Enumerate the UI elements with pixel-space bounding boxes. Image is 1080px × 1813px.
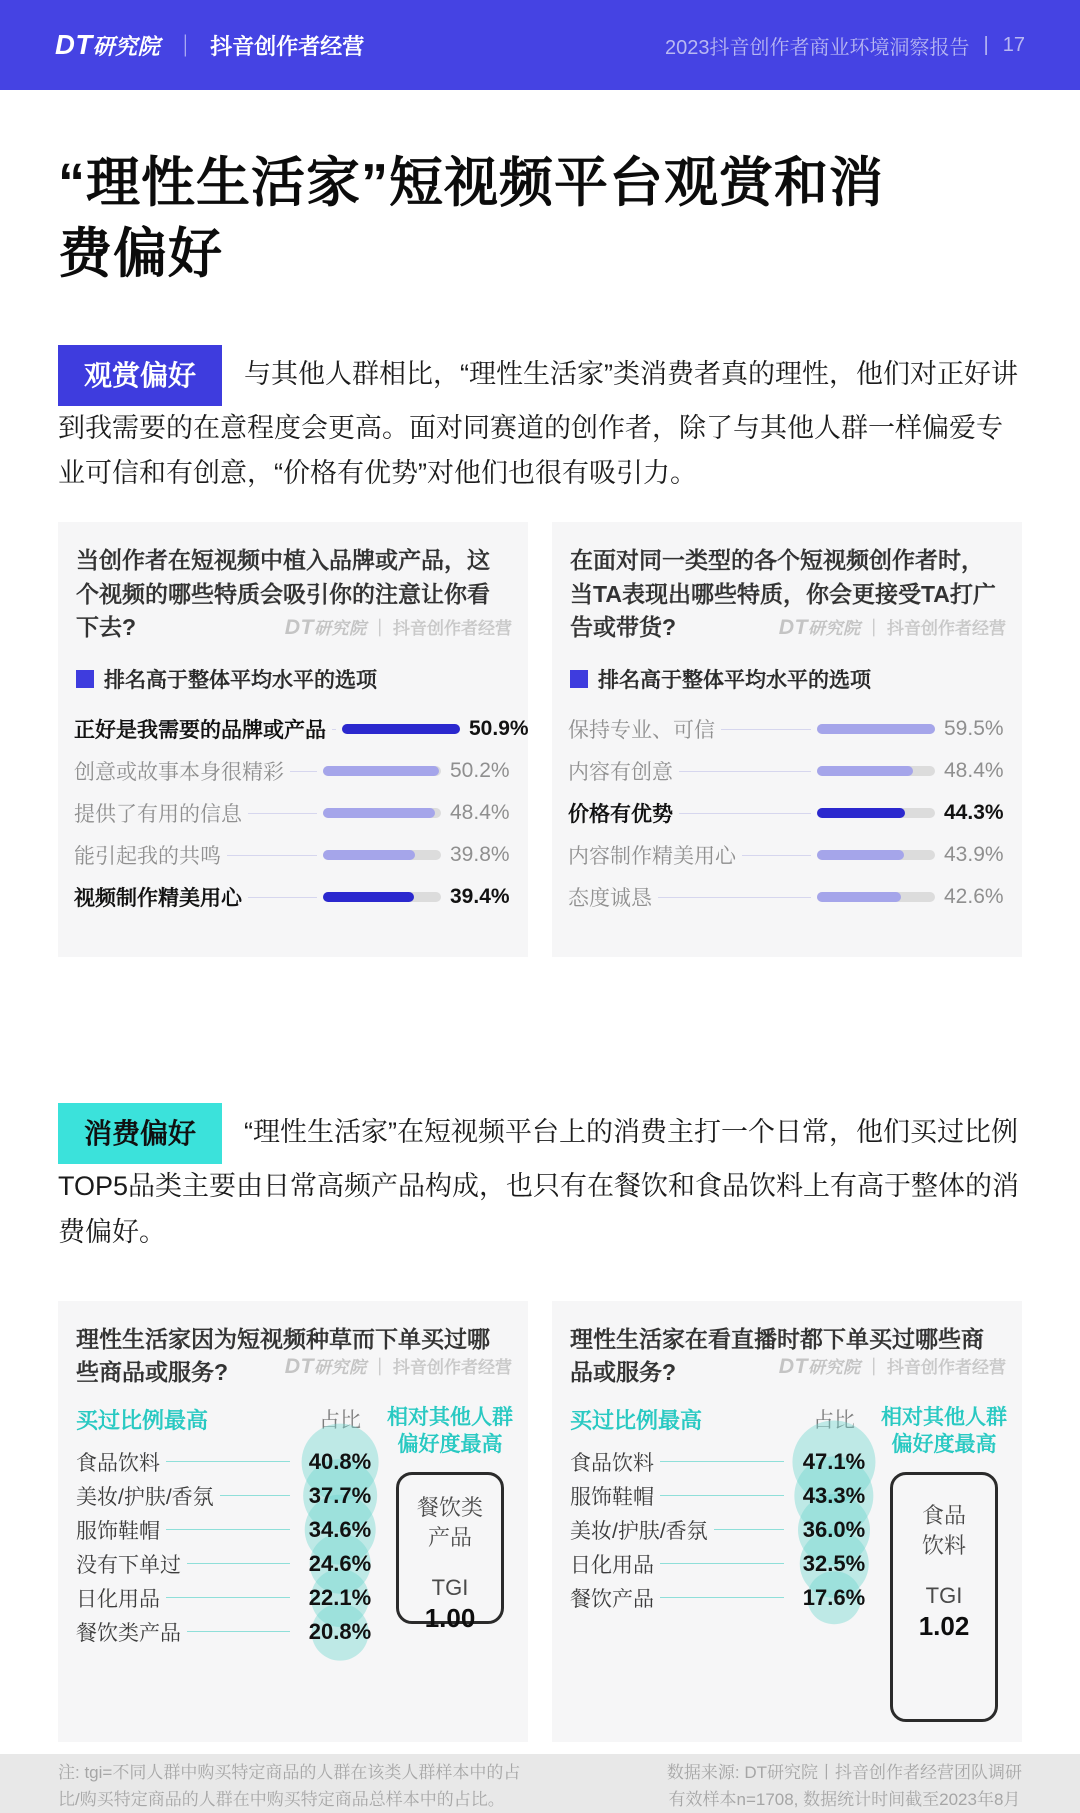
list-row (570, 1445, 878, 1479)
dt-watermark-brand: 抖音创作者经营 (887, 619, 1006, 639)
tgi-box (890, 1472, 998, 1722)
list-row (76, 1615, 384, 1649)
connector-line (660, 1597, 784, 1598)
connector-line (290, 771, 317, 772)
consumption-badge: 消费偏好 (58, 1103, 222, 1164)
tgi-header: 相对其他人群偏好度最高 (387, 1405, 513, 1457)
viewing-charts (58, 522, 1022, 957)
bar-label: 能引起我的共鸣 (74, 845, 221, 869)
dt-logo (55, 29, 160, 61)
tgi-box (396, 1472, 504, 1633)
bar-value: 48.4% (450, 801, 510, 825)
list-header-top: 买过比例最高 (570, 1407, 703, 1433)
data-source (667, 1760, 1022, 1813)
header-divider: ｜ (174, 33, 197, 59)
chart-title: 理性生活家因为短视频种草而下单买过哪些商品或服务? (76, 1326, 490, 1386)
bar-track (817, 724, 935, 734)
row-value: 34.6% (308, 1516, 372, 1542)
viewing-badge: 观赏偏好 (58, 345, 222, 406)
bar-label: 创意或故事本身很精彩 (74, 761, 284, 785)
legend-swatch (76, 670, 94, 688)
dt-watermark-logo: DT研究院 (284, 615, 367, 640)
row-label: 没有下单过 (76, 1553, 181, 1577)
header-left (55, 29, 364, 61)
bar-value: 44.3% (944, 801, 1004, 825)
bar-row (70, 834, 516, 876)
bar-fill (817, 724, 935, 734)
chart-card-shortvideo-purchases (58, 1301, 528, 1742)
bar-value: 50.9% (469, 717, 529, 741)
dt-watermark-brand: 抖音创作者经营 (887, 1358, 1006, 1378)
bar-fill (323, 892, 414, 902)
list-row (76, 1581, 384, 1615)
bubble-list (70, 1404, 516, 1649)
dt-watermark: DT研究院 ｜ 抖音创作者经营 (778, 1354, 1006, 1379)
connector-line (721, 729, 811, 730)
dt-watermark: DT研究院 ｜ 抖音创作者经营 (284, 615, 512, 640)
bar-row (564, 750, 1010, 792)
row-value: 20.8% (308, 1618, 372, 1644)
list-row (76, 1547, 384, 1581)
row-label: 日化用品 (570, 1553, 654, 1577)
bubble-list-left (564, 1404, 878, 1723)
connector-line (248, 813, 317, 814)
viewing-text: 与其他人群相比，“理性生活家”类消费者真的理性，他们对正好讲到我需要的在意程度会更高。面对同赛道的创作者，除了与其他人群一样偏爱专业可信和有创意，“价格有优势”对他们也很有吸引力。 (58, 358, 1018, 488)
connector-line (658, 897, 811, 898)
bar-value: 43.9% (944, 843, 1004, 867)
bar-track (323, 808, 441, 818)
dt-watermark-logo: DT研究院 (284, 1354, 367, 1379)
tgi-footnote: 注: tgi=不同人群中购买特定商品的人群在该类人群样本中的占比/购买特定商品的人群在中购买特定商品总样本中的占比。 (58, 1763, 521, 1809)
row-value: 47.1% (802, 1448, 866, 1474)
bubble-list (564, 1404, 1010, 1723)
bar-fill (817, 850, 904, 860)
connector-line (742, 855, 811, 856)
bar-fill (323, 850, 415, 860)
bar-row (564, 708, 1010, 750)
tgi-metric: TGI (431, 1574, 469, 1600)
bar-row (564, 792, 1010, 834)
list-row (76, 1479, 384, 1513)
main-title: “理性生活家”短视频平台观赏和消费偏好 (58, 153, 884, 285)
page-footer (58, 1760, 1022, 1813)
row-label: 服饰鞋帽 (76, 1519, 160, 1543)
consumption-text: “理性生活家”在短视频平台上的消费主打一个日常，他们买过比例TOP5品类主要由日常高频产品构成，也只有在餐饮和食品饮料上有高于整体的消费偏好。 (58, 1117, 1020, 1247)
connector-line (187, 1563, 290, 1564)
row-value: 22.1% (308, 1584, 372, 1610)
dt-watermark: DT研究院 ｜ 抖音创作者经营 (284, 1354, 512, 1379)
bar-label: 正好是我需要的品牌或产品 (74, 719, 326, 743)
top-header-bar (0, 0, 1080, 90)
bar-label: 态度诚恳 (568, 887, 652, 911)
connector-line (166, 1461, 290, 1462)
bar-fill (817, 766, 913, 776)
row-value: 32.5% (802, 1550, 866, 1576)
bar-label: 内容制作精美用心 (568, 845, 736, 869)
list-row (570, 1581, 878, 1615)
list-row (570, 1513, 878, 1547)
row-label: 美妆/护肤/香氛 (570, 1519, 708, 1543)
tgi-column (878, 1404, 1010, 1723)
row-label: 餐饮产品 (570, 1587, 654, 1611)
bar-track (323, 892, 441, 902)
bar-label: 内容有创意 (568, 761, 673, 785)
legend-label: 排名高于整体平均水平的选项 (598, 669, 871, 693)
bar-row (70, 708, 529, 750)
list-row (76, 1445, 384, 1479)
page-divider: | (983, 33, 989, 56)
list-header-share: 占比 (813, 1408, 855, 1432)
brand-label: 抖音创作者经营 (210, 33, 365, 59)
consumption-charts (58, 1301, 1022, 1742)
legend (570, 664, 1004, 694)
dt-logo-dt: DT (55, 29, 93, 60)
data-source-line2: 有效样本n=1708, 数据统计时间截至2023年8月 (668, 1789, 1021, 1809)
row-label: 食品饮料 (76, 1451, 160, 1475)
bubble-list-left (70, 1404, 384, 1649)
tgi-item: 餐饮类 (416, 1495, 483, 1521)
bar-fill (817, 892, 901, 902)
connector-line (679, 813, 811, 814)
row-label: 日化用品 (76, 1587, 160, 1611)
bar-label: 视频制作精美用心 (74, 887, 242, 911)
connector-line (187, 1631, 290, 1632)
connector-line (166, 1597, 290, 1598)
bar-value: 39.4% (450, 885, 510, 909)
bar-value: 48.4% (944, 759, 1004, 783)
row-label: 食品饮料 (570, 1451, 654, 1475)
connector-line (660, 1495, 784, 1496)
connector-line (679, 771, 811, 772)
list-row (570, 1547, 878, 1581)
connector-line (332, 729, 336, 730)
page-content (58, 148, 1022, 1813)
row-label: 餐饮类产品 (76, 1621, 181, 1645)
chart-card-creator-traits (552, 522, 1022, 957)
legend-swatch (570, 670, 588, 688)
row-value: 37.7% (308, 1482, 372, 1508)
data-source-line1: 数据来源: DT研究院丨抖音创作者经营团队调研 (666, 1763, 1022, 1783)
bar-value: 39.8% (450, 843, 510, 867)
connector-line (248, 897, 317, 898)
list-header-share: 占比 (319, 1408, 361, 1432)
bar-track (323, 766, 441, 776)
tgi-value: 1.00 (424, 1602, 476, 1633)
tgi-header: 相对其他人群偏好度最高 (881, 1405, 1007, 1457)
bar-track (817, 850, 935, 860)
bar-label: 保持专业、可信 (568, 719, 715, 743)
connector-line (714, 1529, 784, 1530)
chart-card-livestream-purchases (552, 1301, 1022, 1742)
list-row (76, 1513, 384, 1547)
dt-watermark-logo: DT研究院 (778, 615, 861, 640)
row-label: 美妆/护肤/香氛 (76, 1485, 214, 1509)
tgi-metric: TGI (925, 1582, 963, 1608)
row-value: 36.0% (802, 1516, 866, 1542)
bar-value: 59.5% (944, 717, 1004, 741)
bar-fill (342, 724, 460, 734)
header-right (665, 31, 1025, 60)
bar-row (564, 834, 1010, 876)
connector-line (660, 1461, 784, 1462)
bar-label: 价格有优势 (568, 803, 673, 827)
bar-fill (817, 808, 905, 818)
bar-row (70, 876, 516, 918)
bar-row (70, 792, 516, 834)
legend-label: 排名高于整体平均水平的选项 (104, 669, 377, 693)
bar-track (817, 808, 935, 818)
tgi-item: 饮料 (921, 1533, 966, 1558)
dt-watermark-brand: 抖音创作者经营 (393, 1358, 512, 1378)
bar-row (70, 750, 516, 792)
chart-title: 在面对同一类型的各个短视频创作者时，当TA表现出哪些特质，你会更接受TA打广告或带货? (570, 547, 996, 640)
list-header-top: 买过比例最高 (76, 1407, 209, 1433)
report-title: 2023抖音创作者商业环境洞察报告 (665, 36, 970, 59)
dt-watermark-brand: 抖音创作者经营 (393, 619, 512, 639)
legend (76, 664, 510, 694)
bar-label: 提供了有用的信息 (74, 803, 242, 827)
bar-track (323, 850, 441, 860)
dt-watermark-logo: DT研究院 (778, 1354, 861, 1379)
connector-line (166, 1529, 290, 1530)
chart-card-video-traits (58, 522, 528, 957)
page-number: 17 (1002, 33, 1025, 56)
tgi-value: 1.02 (918, 1610, 970, 1641)
dt-watermark: DT研究院 ｜ 抖音创作者经营 (778, 615, 1006, 640)
bar-fill (323, 766, 439, 776)
chart-title: 当创作者在短视频中植入品牌或产品，这个视频的哪些特质会吸引你的注意让你看下去? (76, 547, 490, 640)
connector-line (660, 1563, 784, 1564)
bar-row (564, 876, 1010, 918)
bar-value: 42.6% (944, 885, 1004, 909)
row-value: 43.3% (802, 1482, 866, 1508)
bar-track (817, 892, 935, 902)
dt-logo-inst: 研究院 (92, 34, 161, 59)
bar-value: 50.2% (450, 759, 510, 783)
tgi-item: 食品 (921, 1503, 966, 1529)
connector-line (220, 1495, 290, 1496)
list-row (570, 1479, 878, 1513)
bar-track (342, 724, 460, 734)
consumption-intro (58, 1103, 1022, 1255)
tgi-item: 产品 (427, 1525, 472, 1550)
row-value: 24.6% (308, 1550, 372, 1576)
viewing-intro (58, 345, 1022, 497)
row-label: 服饰鞋帽 (570, 1485, 654, 1509)
row-value: 40.8% (308, 1448, 372, 1474)
tgi-column (384, 1404, 516, 1649)
connector-line (227, 855, 317, 856)
chart-title: 理性生活家在看直播时都下单买过哪些商品或服务? (570, 1326, 984, 1386)
row-value: 17.6% (802, 1584, 866, 1610)
bar-track (817, 766, 935, 776)
bar-fill (323, 808, 435, 818)
